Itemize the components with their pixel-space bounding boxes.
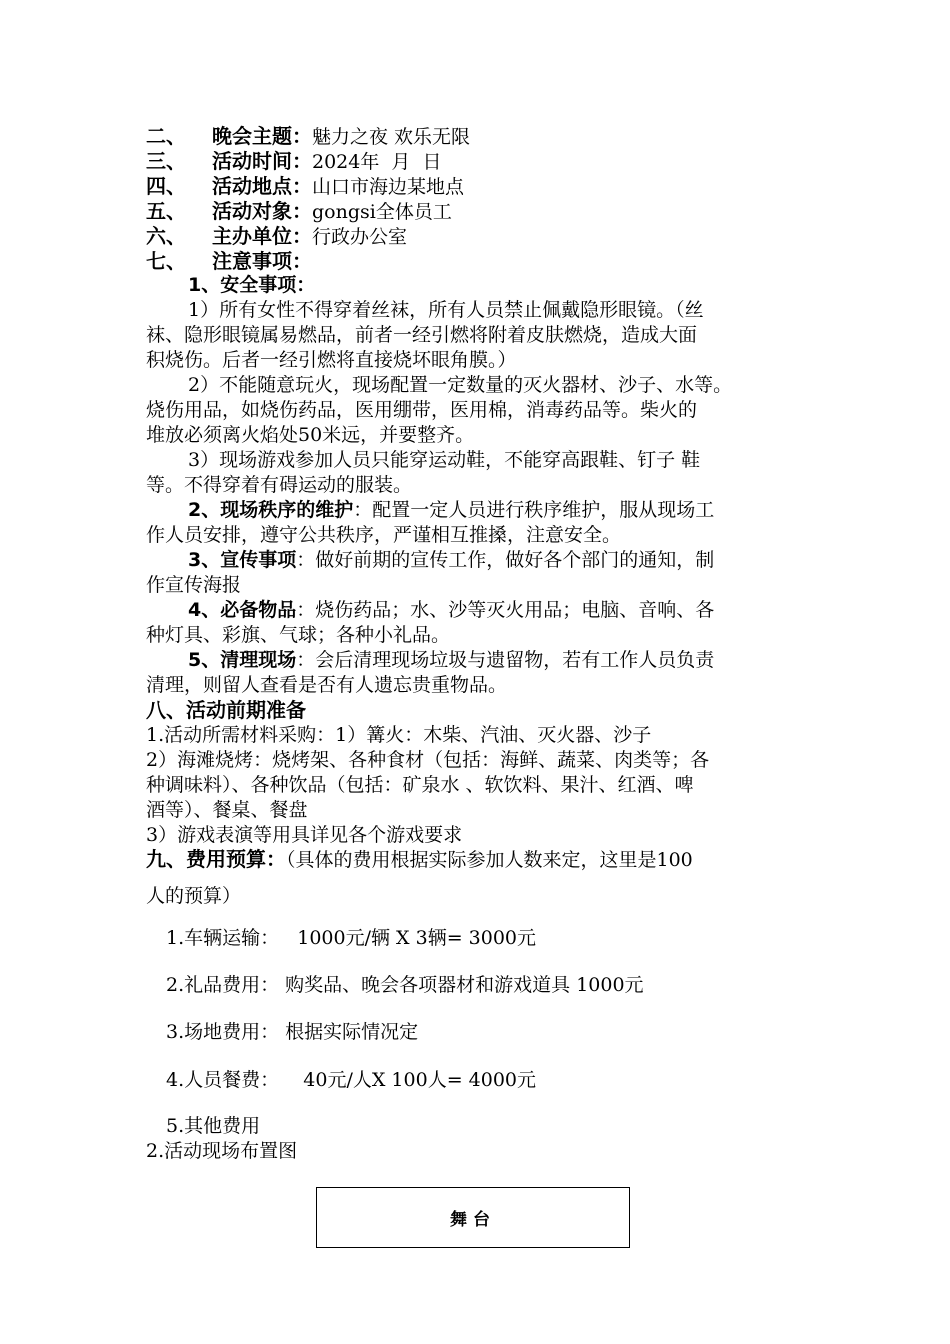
safety-1-line-1: 1）所有女性不得穿着丝袜，所有人员禁止佩戴隐形眼镜。（丝: [188, 299, 704, 321]
prep-title: 八、活动前期准备: [146, 698, 306, 722]
item-value: gongsi全体员工: [312, 201, 452, 223]
cleanup-text: ：会后清理现场垃圾与遗留物，若有工作人员负责: [296, 649, 715, 671]
prep-line-2: 2）海滩烧烤：烧烤架、各种食材（包括：海鲜、蔬菜、肉类等；各: [146, 749, 710, 771]
budget-item: 2.礼品费用： 购奖品、晚会各项器材和游戏道具 1000元: [166, 974, 644, 996]
cleanup-line-1: [188, 648, 714, 673]
promo-line-2: 作宣传海报: [146, 574, 242, 596]
item-label: 活动地点：: [212, 174, 312, 198]
order-line-1: [188, 498, 714, 523]
item-number: 六、: [146, 224, 186, 248]
budget-item: 3.场地费用： 根据实际情况定: [166, 1021, 419, 1043]
budget-note: （具体的费用根据实际参加人数来定，这里是100: [286, 849, 693, 871]
promo-title: 3、宣传事项: [188, 549, 297, 571]
item-value: 山口市海边某地点: [312, 176, 465, 198]
item-value: 行政办公室: [312, 226, 408, 248]
item-label: 活动时间：: [212, 149, 312, 173]
budget-item: 1.车辆运输： 1000元/辆 X 3辆= 3000元: [166, 927, 537, 949]
header-item-organizer: [146, 224, 407, 250]
promo-line-1: [188, 548, 714, 573]
item-number: 七、: [146, 249, 186, 273]
item-number: 四、: [146, 174, 186, 198]
item-label: 活动对象：: [212, 199, 312, 223]
safety-3-line-1: 3）现场游戏参加人员只能穿运动鞋，不能穿高跟鞋、钉子 鞋: [188, 449, 701, 471]
budget-item: 5.其他费用: [166, 1115, 261, 1137]
supplies-line-1: [188, 598, 714, 623]
item-value: 魅力之夜 欢乐无限: [312, 126, 471, 148]
header-item-notes: [146, 249, 312, 275]
prep-line-1: 1.活动所需材料采购：1）篝火：木柴、汽油、灭火器、沙子: [146, 724, 652, 746]
stage-box: [316, 1187, 630, 1248]
promo-text: ：做好前期的宣传工作，做好各个部门的通知，制: [296, 549, 715, 571]
cleanup-title: 5、清理现场: [188, 649, 297, 671]
supplies-title: 4、必备物品: [188, 599, 297, 621]
prep-line-5: 3）游戏表演等用具详见各个游戏要求: [146, 824, 463, 846]
safety-1-line-3: 积烧伤。后者一经引燃将直接烧坏眼角膜。）: [146, 349, 517, 371]
item-label: 晚会主题：: [212, 124, 312, 148]
prep-line-4: 酒等）、餐桌、餐盘: [146, 799, 308, 821]
header-item-audience: [146, 199, 452, 225]
safety-title: 1、安全事项：: [188, 274, 316, 296]
item-label: 主办单位：: [212, 224, 312, 248]
item-number: 三、: [146, 149, 186, 173]
item-value: 2024年 月 日: [312, 151, 442, 173]
stage-label: 舞台: [450, 1210, 496, 1230]
budget-title: 九、费用预算：: [146, 847, 286, 871]
item-number: 二、: [146, 124, 186, 148]
layout-section-title: 2.活动现场布置图: [146, 1140, 298, 1162]
header-item-time: [146, 149, 442, 175]
order-title: 2、现场秩序的维护: [188, 499, 354, 521]
budget-heading: [146, 847, 693, 873]
safety-2-line-2: 烧伤用品，如烧伤药品，医用绷带，医用棉，消毒药品等。柴火的: [146, 399, 698, 421]
supplies-text: ：烧伤药品；水、沙等灭火用品；电脑、音响、各: [296, 599, 715, 621]
prep-line-3: 种调味料）、各种饮品（包括：矿泉水 、软饮料、果汁、红酒、啤: [146, 774, 694, 796]
supplies-line-2: 种灯具、彩旗、气球；各种小礼品。: [146, 624, 451, 646]
safety-3-line-2: 等。不得穿着有碍运动的服装。: [146, 474, 413, 496]
header-item-theme: [146, 124, 470, 150]
safety-1-line-2: 袜、隐形眼镜属易燃品，前者一经引燃将附着皮肤燃烧，造成大面: [146, 324, 698, 346]
budget-item: 4.人员餐费： 40元/人X 100人= 4000元: [166, 1069, 537, 1091]
order-text: ：配置一定人员进行秩序维护，服从现场工: [353, 499, 715, 521]
cleanup-line-2: 清理，则留人查看是否有人遗忘贵重物品。: [146, 674, 508, 696]
safety-2-line-3: 堆放必须离火焰处50米远，并要整齐。: [146, 424, 475, 446]
order-line-2: 作人员安排，遵守公共秩序，严谨相互推搡，注意安全。: [146, 524, 622, 546]
header-item-location: [146, 174, 464, 200]
safety-2-line-1: 2）不能随意玩火，现场配置一定数量的灭火器材、沙子、水等。: [188, 374, 733, 396]
item-number: 五、: [146, 199, 186, 223]
budget-note-line-2: 人的预算）: [146, 885, 242, 907]
item-label: 注意事项：: [212, 249, 312, 273]
